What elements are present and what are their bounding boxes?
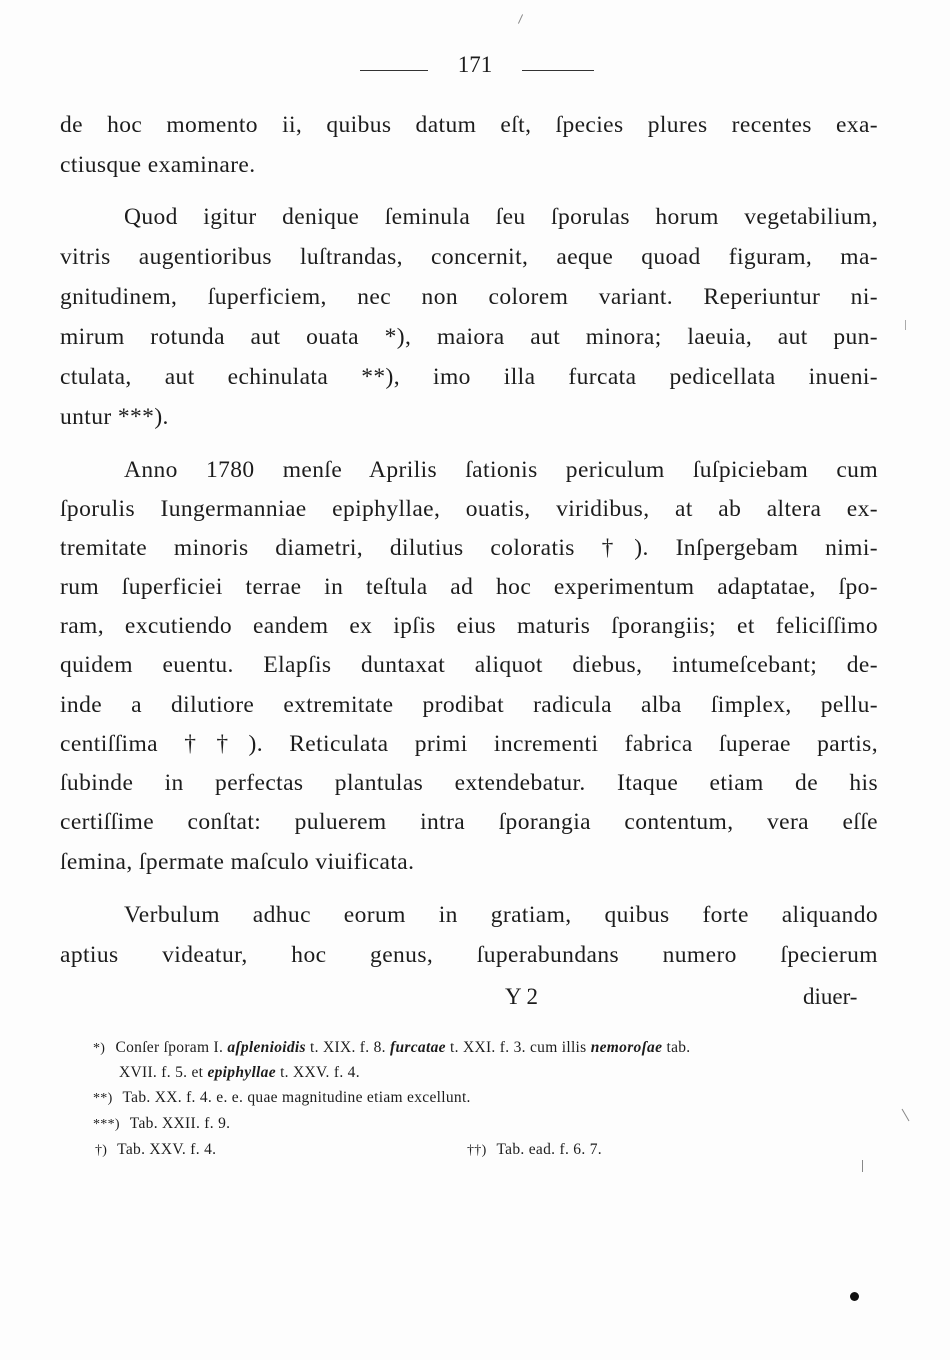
footnote-mark: †) — [95, 1143, 108, 1158]
text-line: ctulata, aut echinulata **), imo illa furcata pedicellata inueni- — [60, 364, 878, 390]
footnote-mark: ***) — [93, 1117, 120, 1132]
paper-speck — [902, 1109, 910, 1122]
text-line: ſporulis Iungermanniae epiphyllae, ouatis, viridibus, at ab altera ex- — [60, 496, 878, 522]
page-number: 171 — [457, 52, 493, 77]
footnote-5 — [467, 1138, 602, 1162]
footnote-3 — [93, 1112, 230, 1136]
text-line: Verbulum adhuc eorum in gratiam, quibus forte aliquando — [124, 902, 878, 928]
footnote-text: XVII. f. 5. et — [119, 1064, 204, 1081]
paper-speck — [862, 1160, 863, 1172]
footnote-text: t. XXI. f. 3. cum illis — [450, 1039, 587, 1056]
text-line: inde a dilutiore extremitate prodibat radicula alba ſimplex, pellu- — [60, 692, 878, 718]
footnote-text: Tab. ead. f. 6. 7. — [496, 1141, 602, 1158]
text-line: mirum rotunda aut ouata *), maiora aut minora; laeuia, aut pun- — [60, 324, 878, 350]
page-header — [0, 52, 950, 82]
text-line: ram, excutiendo eandem ex ipſis eius maturis ſporangiis; et feliciſſimo — [60, 613, 878, 639]
footnote-1-continued — [119, 1061, 360, 1085]
footnote-2 — [93, 1086, 471, 1110]
text-line: Quod igitur denique ſeminula ſeu ſporulas horum vegetabilium, — [124, 204, 878, 230]
footnote-4 — [95, 1138, 216, 1162]
text-line: certiſſime conſtat: puluerem intra ſporangia contentum, vera eſſe — [60, 809, 878, 835]
text-line: untur ***). — [60, 404, 169, 430]
footnote-1 — [93, 1036, 690, 1060]
header-rule-right — [522, 70, 594, 71]
footnote-mark: ††) — [467, 1143, 487, 1158]
catchword: diuer- — [803, 984, 858, 1009]
footnote-italic: furcatae — [390, 1039, 446, 1056]
text-line: aptius videatur, hoc genus, ſuperabundans numero ſpecierum — [60, 942, 878, 968]
text-line: quidem euentu. Elapſis duntaxat aliquot diebus, intumeſcebant; de- — [60, 652, 878, 678]
text-line: Anno 1780 menſe Aprilis ſationis periculum ſuſpiciebam cum — [124, 457, 878, 483]
text-line: ſubinde in perfectas plantulas extendebatur. Itaque etiam de his — [60, 770, 878, 796]
text-line: ctiusque examinare. — [60, 152, 256, 178]
footnote-text: t. XIX. f. 8. — [310, 1039, 386, 1056]
text-line: centiſſima ††). Reticulata primi incrementi fabrica ſuperae partis, — [60, 731, 878, 757]
paper-speck — [518, 14, 523, 23]
text-line: tremitate minoris diametri, dilutius coloratis †). Inſpergebam nimi- — [60, 535, 878, 561]
text-line: vitris augentioribus luſtrandas, concernit, aeque quoad figuram, ma- — [60, 244, 878, 270]
text-line: ſemina, ſpermate maſculo viuificata. — [60, 849, 415, 875]
footnote-text: Tab. XXV. f. 4. — [117, 1141, 217, 1158]
header-rule-left — [360, 70, 428, 71]
footnote-italic: epiphyllae — [207, 1064, 276, 1081]
ink-dot — [850, 1292, 859, 1301]
footnote-text: Conſer ſporam I. — [115, 1039, 224, 1056]
footnote-italic: nemoroſae — [590, 1039, 663, 1056]
signature-mark: Y 2 — [505, 984, 539, 1009]
paper-speck — [905, 320, 906, 330]
footnote-italic: aſplenioidis — [227, 1039, 306, 1056]
footnote-mark: *) — [93, 1041, 106, 1056]
footnote-mark: **) — [93, 1091, 113, 1106]
text-line: gnitudinem, ſuperficiem, nec non colorem variant. Reperiuntur ni- — [60, 284, 878, 310]
footnote-text: t. XXV. f. 4. — [280, 1064, 360, 1081]
footnote-text: tab. — [666, 1039, 691, 1056]
text-line: de hoc momento ii, quibus datum eſt, ſpecies plures recentes exa- — [60, 112, 878, 138]
footnote-text: Tab. XXII. f. 9. — [129, 1115, 231, 1132]
text-line: rum ſuperficiei terrae in teſtula ad hoc experimentum adaptatae, ſpo- — [60, 574, 878, 600]
footnote-text: Tab. XX. f. 4. e. e. quae magnitudine etiam excellunt. — [122, 1089, 471, 1106]
